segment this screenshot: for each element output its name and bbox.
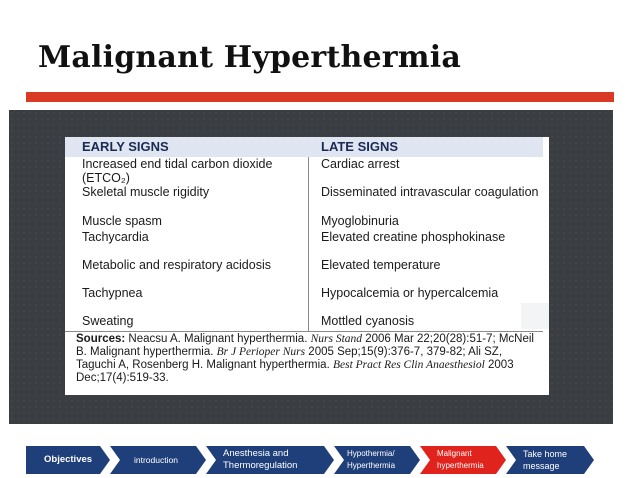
nav-anesthesia-label: Anesthesia and Thermoregulation [223,448,298,471]
late-sign-6: Hypocalcemia or hypercalcemia [321,286,499,300]
sources-text-4: 2003 Dec;17(4):519-33. [76,359,514,384]
sources-text-3: 2005 Sep;15(9):376-7, 379-82; Ali SZ, Taguchi A, Rosenberg H. Malignant hyperthermia. [76,346,503,371]
early-sign-4: Tachycardia [82,230,149,244]
nav-objectives[interactable] [26,446,110,474]
nav-malignant-hyperthermia[interactable] [420,446,506,474]
nav-take-home-label: Take home message [523,449,568,471]
nav-take-home-message[interactable] [506,446,594,474]
nav-objectives-label: Objectives [44,454,93,465]
early-sign-2: Skeletal muscle rigidity [82,185,210,199]
sources-journal-2: Br J Perioper Nurs [216,346,306,358]
early-sign-6: Tachypnea [82,286,143,300]
sources-divider [65,331,543,332]
header-early-signs: EARLY SIGNS [82,139,169,154]
signs-table-card [65,137,549,395]
late-sign-2: Disseminated intravascular coagulation [321,185,539,199]
sources-journal-3: Best Pract Res Clin Anaesthesiol [332,359,485,371]
header-late-signs: LATE SIGNS [321,139,399,154]
early-sign-1: Increased end tidal carbon dioxide (ETCO₂) [82,157,273,185]
sources-text-2: 2006 Mar 22;20(28):51-7; McNeil B. Malignant hyperthermia. [76,333,534,358]
nav-malignant-label: Malignant hyperthermia [437,449,484,470]
light-square-artifact [521,303,549,329]
nav-anesthesia-thermoregulation[interactable] [206,446,334,474]
nav-introduction[interactable] [110,446,206,474]
late-sign-1: Cardiac arrest [321,157,400,171]
nav-hypothermia-label: Hypothermia/ Hyperthermia [347,449,396,470]
nav-introduction-label: introduction [134,455,178,465]
sources-journal-1: Nurs Stand [310,333,363,345]
late-sign-3: Myoglobinuria [321,214,399,228]
late-sign-7: Mottled cyanosis [321,314,415,328]
title-underline-bar [26,92,614,102]
nav-hypothermia-hyperthermia[interactable] [334,446,420,474]
early-sign-3: Muscle spasm [82,214,162,228]
late-sign-5: Elevated temperature [321,258,441,272]
sources-label: Sources: [76,333,126,345]
column-divider [308,157,309,331]
sources-text-1: Neacsu A. Malignant hyperthermia. [125,333,311,345]
navigation-bar [0,443,638,478]
slide-title: Malignant Hyperthermia [38,40,461,75]
early-sign-5: Metabolic and respiratory acidosis [82,258,271,272]
early-sign-7: Sweating [82,314,134,328]
sources-citation [76,333,540,385]
late-sign-4: Elevated creatine phosphokinase [321,230,506,244]
table-header-band [65,137,543,157]
